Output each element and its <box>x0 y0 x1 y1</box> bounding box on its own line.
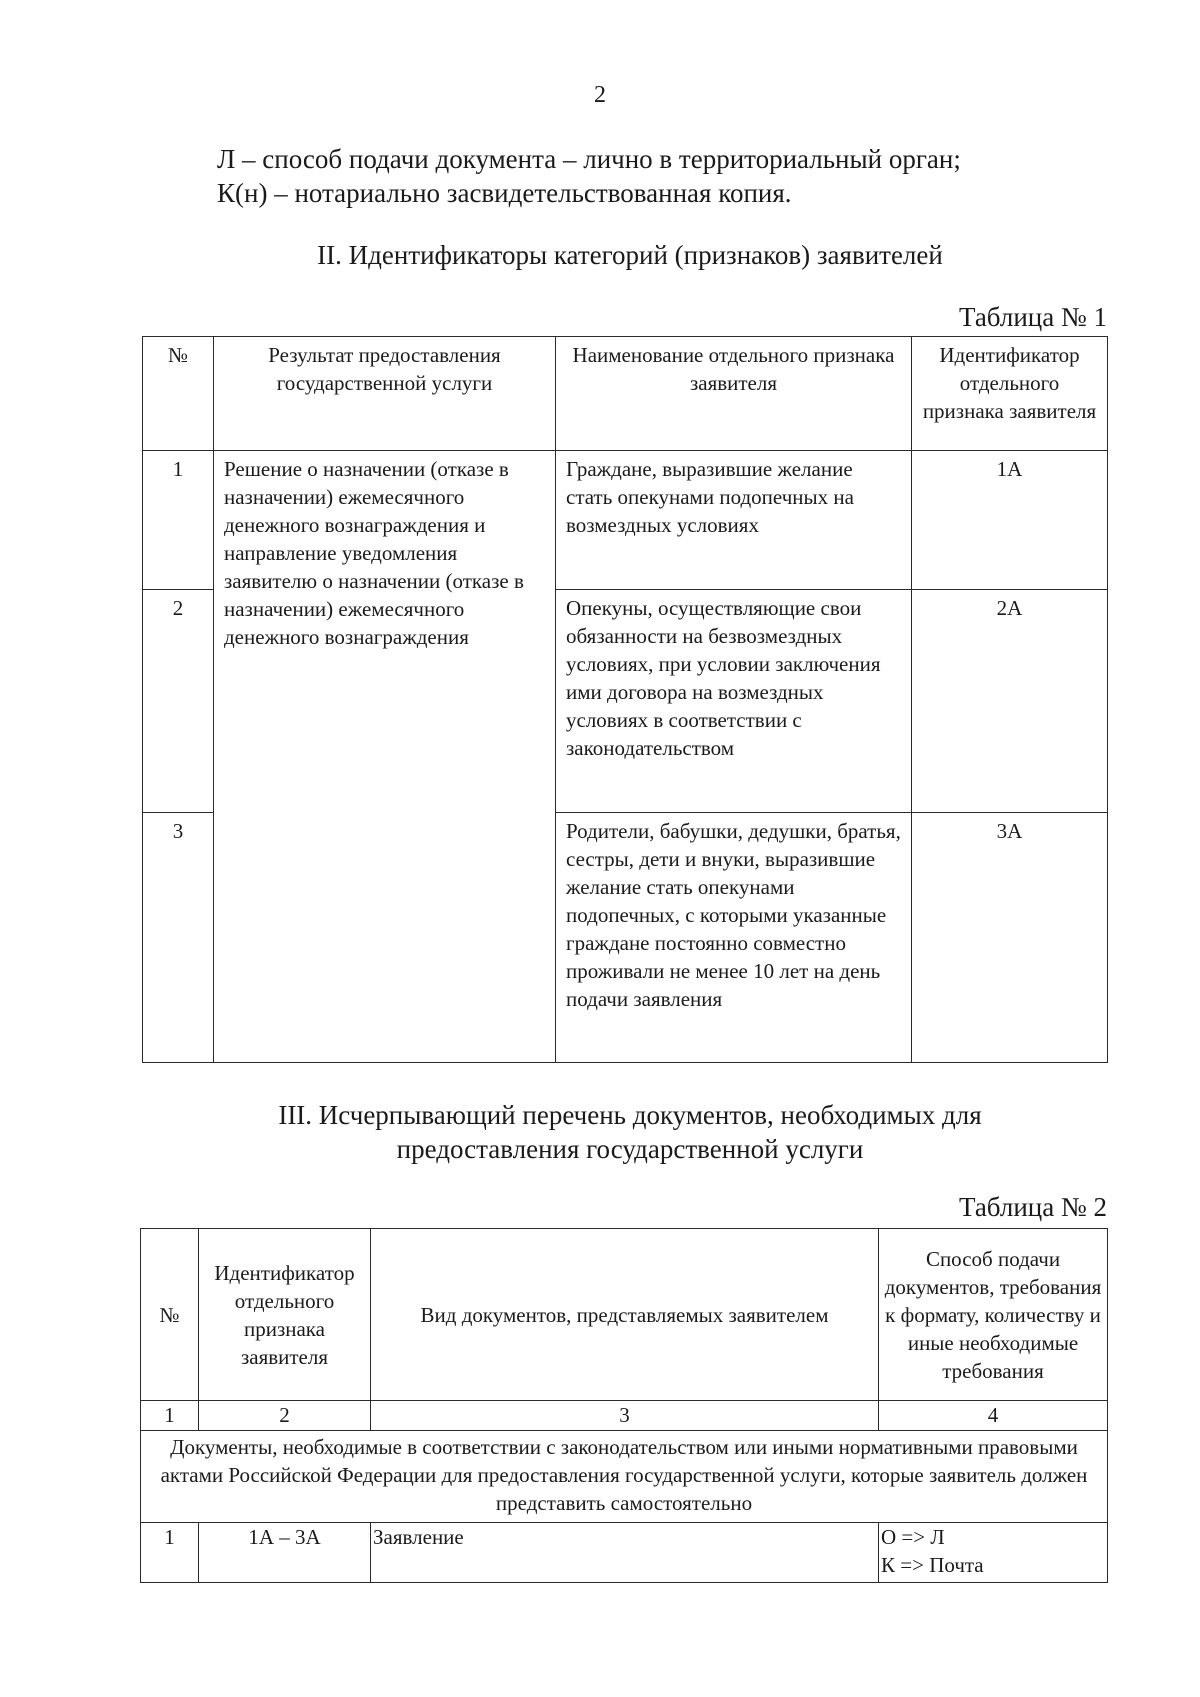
table-1-caption: Таблица № 1 <box>959 302 1107 332</box>
attribute-name-cell: Граждане, выразившие желание стать опекунами подопечных на возмездных условиях <box>556 451 912 590</box>
identifier-cell: 2А <box>912 590 1108 813</box>
document-type-cell: Заявление <box>371 1523 879 1583</box>
header-submission-method: Способ подачи документов, требования к формату, количеству и иные необходимые требования <box>879 1229 1108 1401</box>
section-2-heading: II. Идентификаторы категорий (признаков) заявителей <box>317 240 943 270</box>
row-number: 2 <box>143 590 214 813</box>
group-heading-row <box>141 1431 1108 1523</box>
column-number-row <box>141 1401 1108 1431</box>
column-number: 2 <box>199 1401 371 1431</box>
required-documents-table <box>140 1228 1108 1583</box>
header-identifier: Идентификатор отдельного признака заявителя <box>912 337 1108 451</box>
attribute-name-cell: Родители, бабушки, дедушки, братья, сестры, дети и внуки, выразившие желание стать опекунами подопечных, с которыми указанные граждане постоянно совместно проживали не менее 10 лет на день подачи заявления <box>556 813 912 1063</box>
column-number: 4 <box>879 1401 1108 1431</box>
section-3-heading-line-2: предоставления государственной услуги <box>396 1134 864 1164</box>
header-number: № <box>141 1229 199 1401</box>
header-identifier: Идентификатор отдельного признака заявителя <box>199 1229 371 1401</box>
identifier-cell: 1А <box>912 451 1108 590</box>
service-result-cell: Решение о назначении (отказе в назначении) ежемесячного денежного вознаграждения и направление уведомления заявителю о назначении (отказе в назначении) ежемесячного денежного вознаграждения <box>214 451 556 1063</box>
identifier-cell: 1А – 3А <box>199 1523 371 1583</box>
table-header-row <box>143 337 1108 451</box>
applicant-categories-table <box>142 336 1108 1063</box>
header-number: № <box>143 337 214 451</box>
header-attribute-name: Наименование отдельного признака заявителя <box>556 337 912 451</box>
row-number: 3 <box>143 813 214 1063</box>
column-number: 1 <box>141 1401 199 1431</box>
header-document-type: Вид документов, представляемых заявителем <box>371 1229 879 1401</box>
page-number: 2 <box>594 82 606 108</box>
header-result: Результат предоставления государственной услуги <box>214 337 556 451</box>
section-3-heading-line-1: III. Исчерпывающий перечень документов, необходимых для <box>278 1100 982 1130</box>
section-3-heading <box>130 1098 1130 1166</box>
legend-line-personal: Л – способ подачи документа – лично в территориальный орган; <box>217 144 961 174</box>
table-row <box>143 451 1108 590</box>
table-row <box>141 1523 1108 1583</box>
method-copy: К => Почта <box>881 1553 984 1577</box>
submission-method-cell <box>879 1523 1108 1583</box>
row-number: 1 <box>143 451 214 590</box>
legend-line-notarized: К(н) – нотариально засвидетельствованная копия. <box>217 178 792 208</box>
table-header-row <box>141 1229 1108 1401</box>
table-2-caption: Таблица № 2 <box>959 1192 1107 1222</box>
group-heading-cell: Документы, необходимые в соответствии с законодательством или иными нормативными правовыми актами Российской Федерации для предоставления государственной услуги, которые заявитель должен представить самостоятельно <box>141 1431 1108 1523</box>
identifier-cell: 3А <box>912 813 1108 1063</box>
method-original: О => Л <box>881 1525 945 1549</box>
attribute-name-cell: Опекуны, осуществляющие свои обязанности на безвозмездных условиях, при условии заключения ими договора на возмездных условиях в соответствии с законодательством <box>556 590 912 813</box>
column-number: 3 <box>371 1401 879 1431</box>
row-number: 1 <box>141 1523 199 1583</box>
